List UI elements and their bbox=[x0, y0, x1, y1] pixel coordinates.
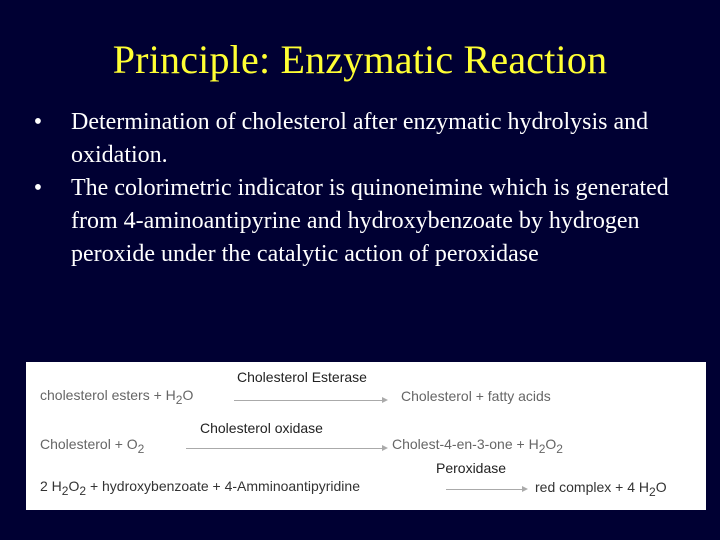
enzyme-label: Cholesterol Esterase bbox=[237, 369, 367, 385]
reaction-products bbox=[535, 479, 667, 499]
bullet-text: The colorimetric indicator is quinoneimine which is generated from 4-aminoantipyrine and hydroxybenzoate by hydrogen peroxide under the catalytic action of peroxidase bbox=[71, 175, 669, 267]
subscript: 2 bbox=[137, 442, 145, 456]
reaction-arrow bbox=[234, 400, 386, 401]
bullet-marker: • bbox=[33, 175, 43, 201]
reaction-reactants bbox=[40, 387, 194, 407]
reactant-text: 2 H bbox=[40, 478, 62, 494]
reactant-text: O bbox=[182, 387, 194, 403]
reaction-products bbox=[392, 436, 563, 456]
reaction-products: Cholesterol + fatty acids bbox=[401, 388, 551, 404]
product-text: Cholest-4-en-3-one + H bbox=[392, 436, 539, 452]
bullet-text: Determination of cholesterol after enzymatic hydrolysis and oxidation. bbox=[71, 109, 649, 168]
reactant-text: O bbox=[68, 478, 80, 494]
reaction-arrow bbox=[186, 448, 386, 449]
product-text: O bbox=[655, 479, 667, 495]
subscript: 2 bbox=[175, 393, 183, 407]
subscript: 2 bbox=[79, 484, 87, 498]
product-text: O bbox=[545, 436, 557, 452]
subscript: 2 bbox=[649, 485, 656, 499]
reactant-text: cholesterol esters + H bbox=[40, 387, 176, 403]
bullet-item bbox=[28, 172, 698, 271]
reactant-text: Cholesterol + O bbox=[40, 436, 138, 452]
enzyme-label: Peroxidase bbox=[436, 460, 507, 476]
enzyme-label: Cholesterol oxidase bbox=[200, 420, 323, 436]
slide-title: Principle: Enzymatic Reaction bbox=[112, 37, 608, 82]
bullet-list bbox=[28, 106, 698, 271]
bullet-marker: • bbox=[33, 109, 43, 135]
reaction-reactants bbox=[40, 436, 145, 456]
reaction-reactants bbox=[40, 478, 360, 498]
reactant-text: + hydroxybenzoate + 4-Amminoantipyridine bbox=[86, 478, 360, 494]
subscript: 2 bbox=[61, 484, 69, 498]
product-text: red complex + 4 H bbox=[535, 479, 649, 495]
subscript: 2 bbox=[538, 442, 546, 456]
reaction-scheme-image bbox=[26, 362, 706, 510]
subscript: 2 bbox=[556, 442, 563, 456]
reaction-arrow bbox=[446, 489, 526, 490]
bullet-item bbox=[28, 106, 698, 172]
